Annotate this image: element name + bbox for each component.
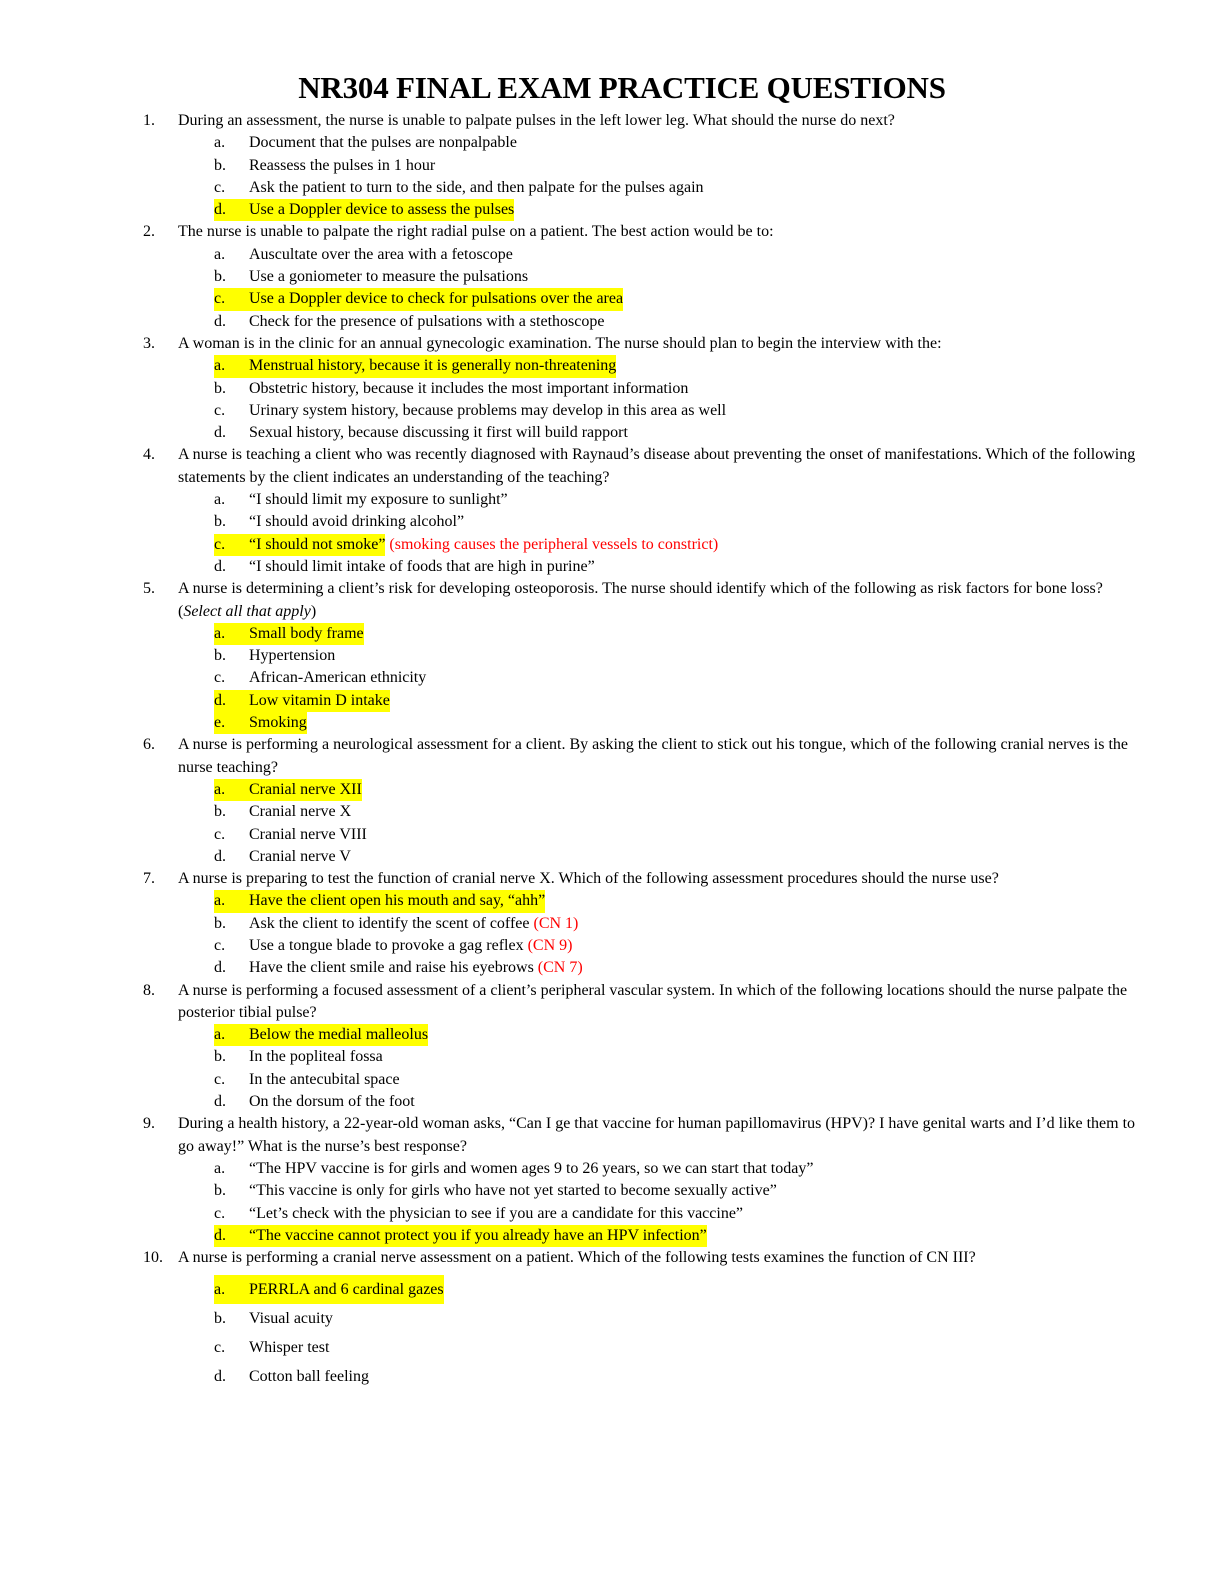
- answer-options: [0, 1024, 1224, 1113]
- option-text: Urinary system history, because problems may develop in this area as well: [249, 401, 727, 419]
- question-number: 2.: [143, 223, 155, 241]
- option-indent: [0, 1304, 214, 1333]
- option-text: “The HPV vaccine is for girls and women ages 9 to 26 years, so we can start that today”: [249, 1159, 814, 1177]
- question-text: [178, 734, 1140, 779]
- question-list: [0, 110, 1224, 1391]
- option-letter: b.: [214, 803, 226, 821]
- question-text: [178, 444, 1140, 489]
- option-indent: [0, 779, 214, 801]
- option-indent: [0, 511, 214, 533]
- answer-body: [214, 1203, 743, 1225]
- answer-body: [214, 1362, 369, 1391]
- rationale-note: (CN 7): [537, 959, 583, 977]
- option-text: Low vitamin D intake: [249, 691, 390, 709]
- option-indent: [0, 1362, 214, 1391]
- option-text: In the popliteal fossa: [249, 1048, 383, 1066]
- answer-body: [214, 1180, 777, 1202]
- option-text: Document that the pulses are nonpalpable: [249, 134, 517, 152]
- option-text: Have the client open his mouth and say, “ahh”: [249, 892, 546, 910]
- answer-body: [214, 1304, 333, 1333]
- answer-body: [214, 1158, 813, 1180]
- answer-option: [0, 1225, 1224, 1247]
- rationale-note: (smoking causes the peripheral vessels to constrict): [389, 535, 719, 553]
- option-indent: [0, 1225, 214, 1247]
- option-text: Cotton ball feeling: [249, 1368, 369, 1386]
- answer-option: [0, 779, 1224, 801]
- question-number: 3.: [143, 334, 155, 352]
- answer-option: [0, 378, 1224, 400]
- answer-option: [0, 801, 1224, 823]
- option-text: Cranial nerve X: [249, 803, 352, 821]
- option-letter: b.: [214, 1310, 226, 1328]
- answer-body: [214, 511, 464, 533]
- answer-body: [214, 244, 513, 266]
- option-letter: d.: [214, 424, 226, 442]
- option-indent: [0, 890, 214, 912]
- option-letter: b.: [214, 647, 226, 665]
- question-text-main: During a health history, a 22-year-old woman asks, “Can I ge that vaccine for human papillomavirus (HPV)? I have genital warts and I’d like them to go away!” What is the nurse’s best response?: [178, 1115, 1136, 1155]
- answer-option: [0, 1046, 1224, 1068]
- answer-option: [0, 645, 1224, 667]
- correct-answer-highlight: [214, 623, 364, 645]
- answer-option: [0, 177, 1224, 199]
- question-number: 6.: [143, 736, 155, 754]
- option-text: “I should limit intake of foods that are high in purine”: [249, 557, 595, 575]
- question-item: [0, 110, 1224, 221]
- answer-option: [0, 266, 1224, 288]
- option-indent: [0, 1158, 214, 1180]
- answer-option: [0, 132, 1224, 154]
- option-text: Visual acuity: [249, 1310, 333, 1328]
- answer-option: [0, 935, 1224, 957]
- answer-option: [0, 712, 1224, 734]
- option-letter: a.: [214, 624, 226, 642]
- option-letter: d.: [214, 201, 226, 219]
- answer-body: [214, 311, 604, 333]
- question-text: [178, 110, 1140, 132]
- option-text: Use a Doppler device to check for pulsations over the area: [249, 290, 624, 308]
- option-letter: b.: [214, 379, 226, 397]
- page-title: NR304 FINAL EXAM PRACTICE QUESTIONS: [298, 70, 946, 105]
- option-indent: [0, 534, 214, 556]
- option-text: PERRLA and 6 cardinal gazes: [249, 1281, 444, 1299]
- option-indent: [0, 913, 214, 935]
- option-indent: [0, 824, 214, 846]
- option-indent: [0, 1333, 214, 1362]
- option-letter: a.: [214, 1159, 226, 1177]
- answer-body: [214, 155, 435, 177]
- correct-answer-highlight: [214, 890, 545, 912]
- option-indent: [0, 1024, 214, 1046]
- option-indent: [0, 1180, 214, 1202]
- option-indent: [0, 1046, 214, 1068]
- option-indent: [0, 935, 214, 957]
- option-letter: d.: [214, 1368, 226, 1386]
- option-indent: [0, 801, 214, 823]
- answer-option: [0, 824, 1224, 846]
- option-letter: a.: [214, 491, 226, 509]
- option-text: Small body frame: [249, 624, 364, 642]
- option-text: Smoking: [249, 714, 307, 732]
- option-text: Use a Doppler device to assess the pulses: [249, 201, 515, 219]
- option-indent: [0, 556, 214, 578]
- option-text: Cranial nerve XII: [249, 780, 362, 798]
- option-letter: a.: [214, 357, 226, 375]
- answer-options: [0, 1158, 1224, 1247]
- question-item: [0, 221, 1224, 332]
- rationale-note: (CN 1): [533, 914, 579, 932]
- question-number: 8.: [143, 981, 155, 999]
- option-indent: [0, 712, 214, 734]
- question-number: 1.: [143, 112, 155, 129]
- question-text: [178, 333, 1140, 355]
- option-indent: [0, 199, 214, 221]
- answer-option: [0, 400, 1224, 422]
- question-item: [0, 578, 1224, 734]
- option-text: “I should limit my exposure to sunlight”: [249, 491, 508, 509]
- option-indent: [0, 288, 214, 310]
- option-letter: a.: [214, 245, 226, 263]
- answer-options: [0, 1275, 1224, 1391]
- answer-option: [0, 957, 1224, 979]
- option-text: Cranial nerve V: [249, 847, 351, 865]
- answer-option: [0, 155, 1224, 177]
- answer-option: [0, 311, 1224, 333]
- question-text: [178, 868, 1140, 890]
- option-indent: [0, 623, 214, 645]
- option-text: Below the medial malleolus: [249, 1026, 429, 1044]
- answer-options: [0, 244, 1224, 333]
- question-line: [0, 333, 1224, 355]
- option-letter: c.: [214, 178, 226, 196]
- option-letter: d.: [214, 312, 226, 330]
- answer-body: [214, 132, 517, 154]
- question-item: [0, 1247, 1224, 1391]
- option-letter: d.: [214, 1093, 226, 1111]
- option-indent: [0, 422, 214, 444]
- option-letter: b.: [214, 1048, 226, 1066]
- question-text-main: A nurse is determining a client’s risk for developing osteoporosis. The nurse should identify which of the following as risk factors for bone loss?: [178, 580, 1103, 598]
- option-letter: c.: [214, 535, 226, 553]
- option-letter: d.: [214, 1226, 226, 1244]
- option-letter: a.: [214, 1026, 226, 1044]
- option-letter: c.: [214, 1070, 226, 1088]
- correct-answer-highlight: [214, 712, 307, 734]
- answer-options: [0, 779, 1224, 868]
- answer-body: [214, 1091, 415, 1113]
- option-text: Whisper test: [249, 1339, 330, 1357]
- question-item: [0, 333, 1224, 444]
- answer-body: [214, 824, 367, 846]
- select-all-note: Select all that apply: [183, 602, 311, 620]
- correct-answer-highlight: [214, 1275, 444, 1304]
- option-indent: [0, 1069, 214, 1091]
- answer-option: [0, 1180, 1224, 1202]
- answer-body: [214, 422, 628, 444]
- option-indent: [0, 1203, 214, 1225]
- option-text: Use a tongue blade to provoke a gag reflex: [249, 936, 524, 954]
- option-letter: c.: [214, 290, 226, 308]
- option-text: Sexual history, because discussing it first will build rapport: [249, 424, 628, 442]
- option-indent: [0, 400, 214, 422]
- option-indent: [0, 667, 214, 689]
- option-letter: c.: [214, 1339, 226, 1357]
- question-line: [0, 734, 1224, 779]
- option-letter: a.: [214, 134, 226, 152]
- option-letter: b.: [214, 1182, 226, 1200]
- option-letter: c.: [214, 1204, 226, 1222]
- question-text: [178, 980, 1140, 1025]
- question-text: [178, 221, 1140, 243]
- answer-option: [0, 1304, 1224, 1333]
- answer-option: [0, 913, 1224, 935]
- answer-option: [0, 1275, 1224, 1304]
- answer-body: [214, 935, 524, 957]
- option-text: Check for the presence of pulsations with a stethoscope: [249, 312, 605, 330]
- option-letter: c.: [214, 825, 226, 843]
- option-text: “I should avoid drinking alcohol”: [249, 513, 465, 531]
- answer-body: [214, 1333, 329, 1362]
- answer-body: [214, 645, 335, 667]
- question-number: 5.: [143, 580, 155, 598]
- option-text: “Let’s check with the physician to see if you are a candidate for this vaccine”: [249, 1204, 744, 1222]
- option-letter: d.: [214, 557, 226, 575]
- option-letter: e.: [214, 714, 226, 732]
- answer-option: [0, 1158, 1224, 1180]
- answer-option: [0, 1069, 1224, 1091]
- answer-option: [0, 1091, 1224, 1113]
- answer-option: [0, 244, 1224, 266]
- question-text: A nurse is determining a client’s risk for developing osteoporosis. The nurse should identify which of the following as risk factors for bone loss? (Select all that apply): [178, 580, 1103, 620]
- question-item: [0, 980, 1224, 1114]
- answer-option: [0, 355, 1224, 377]
- option-letter: c.: [214, 936, 226, 954]
- option-indent: [0, 155, 214, 177]
- option-text: In the antecubital space: [249, 1070, 400, 1088]
- option-letter: b.: [214, 268, 226, 286]
- option-letter: b.: [214, 914, 226, 932]
- option-letter: a.: [214, 1281, 226, 1299]
- question-text: [178, 1247, 1140, 1269]
- option-letter: b.: [214, 156, 226, 174]
- question-line: [0, 980, 1224, 1025]
- question-line: [0, 444, 1224, 489]
- question-line: [0, 1247, 1224, 1269]
- option-letter: d.: [214, 691, 226, 709]
- question-line: [0, 578, 1224, 623]
- answer-body: [214, 177, 704, 199]
- option-letter: c.: [214, 669, 226, 687]
- option-indent: [0, 311, 214, 333]
- question-number: 10.: [143, 1249, 163, 1267]
- question-text-main: A nurse is performing a neurological assessment for a client. By asking the client to stick out his tongue, which of the following cranial nerves is the nurse teaching?: [178, 736, 1128, 776]
- answer-body: [214, 667, 426, 689]
- option-letter: d.: [214, 847, 226, 865]
- answer-option: [0, 1203, 1224, 1225]
- answer-body: [214, 266, 528, 288]
- option-text: Reassess the pulses in 1 hour: [249, 156, 436, 174]
- correct-answer-highlight: [214, 355, 616, 377]
- question-line: [0, 221, 1224, 243]
- question-text-main: A nurse is performing a cranial nerve assessment on a patient. Which of the following tests examines the function of CN III?: [178, 1249, 976, 1267]
- option-text: Ask the client to identify the scent of coffee: [249, 914, 530, 932]
- option-text: African-American ethnicity: [249, 669, 427, 687]
- option-text: Obstetric history, because it includes the most important information: [249, 379, 689, 397]
- question-text-main: A nurse is performing a focused assessment of a client’s peripheral vascular system. In which of the following locations should the nurse palpate the posterior tibial pulse?: [178, 981, 1128, 1021]
- answer-body: [214, 489, 508, 511]
- answer-options: [0, 355, 1224, 444]
- question-number: 9.: [143, 1115, 155, 1133]
- answer-body: [214, 846, 351, 868]
- option-indent: [0, 177, 214, 199]
- option-indent: [0, 244, 214, 266]
- rationale-note: (CN 9): [527, 936, 573, 954]
- answer-body: [214, 913, 530, 935]
- option-indent: [0, 846, 214, 868]
- option-indent: [0, 378, 214, 400]
- answer-body: [214, 1046, 383, 1068]
- question-text-main: A nurse is teaching a client who was recently diagnosed with Raynaud’s disease about preventing the onset of manifestations. Which of the following statements by the client indicates an understanding of the teaching?: [178, 446, 1136, 486]
- question-item: [0, 868, 1224, 979]
- correct-answer-highlight: [214, 288, 623, 310]
- correct-answer-highlight: [214, 534, 385, 556]
- answer-options: [0, 890, 1224, 979]
- option-text: Hypertension: [249, 647, 336, 665]
- option-text: “This vaccine is only for girls who have not yet started to become sexually active”: [249, 1182, 777, 1200]
- answer-options: [0, 489, 1224, 578]
- answer-option: [0, 846, 1224, 868]
- option-indent: [0, 132, 214, 154]
- option-letter: d.: [214, 959, 226, 977]
- answer-option: [0, 1024, 1224, 1046]
- question-item: [0, 734, 1224, 868]
- answer-option: [0, 422, 1224, 444]
- answer-option: [0, 288, 1224, 310]
- option-text: “The vaccine cannot protect you if you already have an HPV infection”: [249, 1226, 707, 1244]
- question-text-main: During an assessment, the nurse is unable to palpate pulses in the left lower leg. What should the nurse do next?: [178, 112, 895, 129]
- option-letter: b.: [214, 513, 226, 531]
- answer-option: [0, 1333, 1224, 1362]
- correct-answer-highlight: [214, 1024, 428, 1046]
- option-text: “I should not smoke”: [249, 535, 386, 553]
- answer-body: [214, 378, 688, 400]
- answer-option: [0, 489, 1224, 511]
- question-text-main: The nurse is unable to palpate the right radial pulse on a patient. The best action would be to:: [178, 223, 774, 241]
- option-text: Auscultate over the area with a fetoscope: [249, 245, 513, 263]
- answer-option: [0, 667, 1224, 689]
- answer-body: [214, 957, 534, 979]
- option-text: Cranial nerve VIII: [249, 825, 367, 843]
- answer-option: [0, 199, 1224, 221]
- correct-answer-highlight: [214, 1225, 707, 1247]
- answer-body: [214, 400, 726, 422]
- question-text: [178, 1113, 1140, 1158]
- answer-option: [0, 623, 1224, 645]
- answer-option: [0, 511, 1224, 533]
- answer-option: [0, 890, 1224, 912]
- option-letter: a.: [214, 892, 226, 910]
- option-text: Menstrual history, because it is generally non-threatening: [249, 357, 617, 375]
- option-letter: c.: [214, 401, 226, 419]
- correct-answer-highlight: [214, 779, 362, 801]
- option-indent: [0, 645, 214, 667]
- question-item: [0, 444, 1224, 578]
- answer-body: [214, 556, 595, 578]
- option-indent: [0, 1275, 214, 1304]
- question-number: 4.: [143, 446, 155, 464]
- option-indent: [0, 957, 214, 979]
- option-text: Ask the patient to turn to the side, and then palpate for the pulses again: [249, 178, 704, 196]
- correct-answer-highlight: [214, 690, 390, 712]
- question-text-main: A woman is in the clinic for an annual gynecologic examination. The nurse should plan to begin the interview with the:: [178, 334, 942, 352]
- question-line: [0, 110, 1224, 132]
- option-indent: [0, 489, 214, 511]
- option-indent: [0, 266, 214, 288]
- answer-options: [0, 132, 1224, 221]
- answer-option: [0, 534, 1224, 556]
- option-indent: [0, 690, 214, 712]
- option-text: Use a goniometer to measure the pulsations: [249, 268, 529, 286]
- question-number: 7.: [143, 870, 155, 888]
- question-item: [0, 1113, 1224, 1247]
- option-letter: a.: [214, 780, 226, 798]
- answer-body: [214, 801, 351, 823]
- option-indent: [0, 355, 214, 377]
- option-text: On the dorsum of the foot: [249, 1093, 415, 1111]
- option-text: Have the client smile and raise his eyebrows: [249, 959, 534, 977]
- option-indent: [0, 1091, 214, 1113]
- answer-options: [0, 623, 1224, 734]
- question-text-main: A nurse is preparing to test the function of cranial nerve X. Which of the following assessment procedures should the nurse use?: [178, 870, 999, 888]
- answer-option: [0, 556, 1224, 578]
- answer-option: [0, 1362, 1224, 1391]
- question-line: [0, 868, 1224, 890]
- answer-body: [214, 1069, 400, 1091]
- answer-option: [0, 690, 1224, 712]
- correct-answer-highlight: [214, 199, 514, 221]
- question-line: [0, 1113, 1224, 1158]
